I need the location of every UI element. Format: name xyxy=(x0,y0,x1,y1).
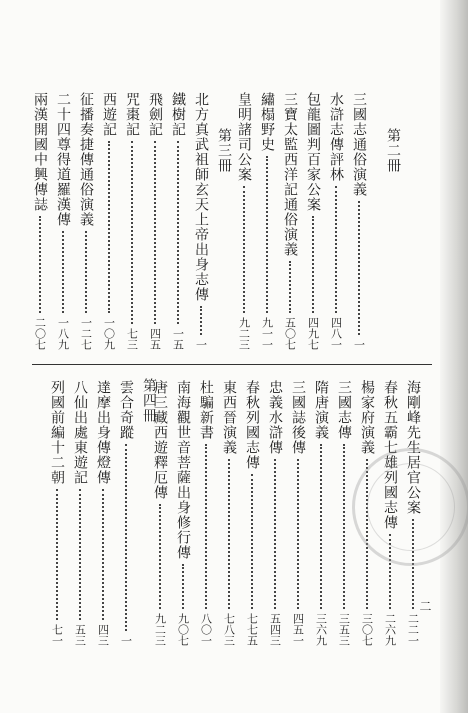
entry-title: 東西晉演義 xyxy=(221,380,237,455)
toc-entry xyxy=(197,380,214,646)
entry-page: 四八一 xyxy=(329,317,343,350)
toc-entry xyxy=(54,92,71,350)
heading-volume-2 xyxy=(384,128,401,173)
entry-title: 海剛峰先生居官公案 xyxy=(405,380,421,515)
entry-title: 水滸志傳評林 xyxy=(328,92,344,182)
entry-title: 春秋五霸七雄列國志傳 xyxy=(382,380,398,530)
toc-entry xyxy=(235,92,252,350)
leader-dots xyxy=(205,444,207,609)
entry-title: 兩漢開國中興傳誌 xyxy=(32,92,48,212)
entry-page: 二〇七 xyxy=(33,317,47,350)
toc-entry xyxy=(281,92,298,350)
heading-text: 第二冊 xyxy=(385,128,401,173)
entry-page: 九二三 xyxy=(153,613,167,646)
toc-entry xyxy=(266,380,283,646)
entry-page: 二六九 xyxy=(383,613,397,646)
entry-title: 咒棗記 xyxy=(124,92,140,137)
leader-dots xyxy=(182,564,184,609)
entry-page: 一二七 xyxy=(79,317,93,350)
toc-entry xyxy=(71,380,88,646)
heading-text: 第四冊 xyxy=(141,378,157,423)
leader-dots xyxy=(335,186,337,313)
toc-entry xyxy=(100,92,117,350)
entry-title: 西遊記 xyxy=(101,92,117,137)
entry-page: 九〇七 xyxy=(176,613,190,646)
leader-dots xyxy=(85,231,87,313)
toc-entry xyxy=(289,380,306,646)
entry-title: 三國志通俗演義 xyxy=(351,92,367,197)
leader-dots xyxy=(320,444,322,609)
entry-title: 杜騙新書 xyxy=(198,380,214,440)
toc-entry xyxy=(48,380,65,646)
entry-title: 皇明諸司公案 xyxy=(236,92,252,182)
library-stamp-watermark xyxy=(352,448,468,566)
entry-page: 八〇一 xyxy=(199,613,213,646)
leader-dots xyxy=(108,141,110,313)
leader-dots xyxy=(39,216,41,313)
divider-line xyxy=(32,364,432,365)
entry-title: 雲合奇蹤 xyxy=(118,380,134,440)
leader-dots xyxy=(159,504,161,609)
leader-dots xyxy=(289,261,291,313)
entry-page: 一五 xyxy=(171,328,185,350)
toc-entry xyxy=(350,92,367,350)
entry-page: 一 xyxy=(194,339,208,350)
heading-volume-3 xyxy=(215,128,232,173)
entry-title: 列國前編十二朝 xyxy=(49,380,65,485)
entry-page: 三〇七 xyxy=(360,613,374,646)
entry-page: 九一一 xyxy=(260,317,274,350)
entry-page: 三五三 xyxy=(337,613,351,646)
leader-dots xyxy=(274,459,276,609)
leader-dots xyxy=(177,141,179,324)
entry-title: 隋唐演義 xyxy=(313,380,329,440)
entry-page: 四五一 xyxy=(291,613,305,646)
toc-entry xyxy=(169,92,186,350)
stamp-inner-ring xyxy=(367,463,455,551)
heading-text: 第三冊 xyxy=(216,128,232,173)
leader-dots xyxy=(200,306,202,335)
toc-entry xyxy=(335,380,352,646)
leader-dots xyxy=(343,444,345,609)
entry-title: 飛劍記 xyxy=(147,92,163,137)
entry-page: 二二一 xyxy=(406,613,420,646)
toc-entry xyxy=(31,92,48,350)
toc-entry xyxy=(94,380,111,646)
leader-dots xyxy=(358,201,360,335)
leader-dots xyxy=(79,489,81,620)
entry-title: 鐵樹記 xyxy=(170,92,186,137)
leader-dots xyxy=(62,231,64,313)
toc-entry xyxy=(258,92,275,350)
entry-page: 七三 xyxy=(125,328,139,350)
leader-dots xyxy=(266,156,268,313)
entry-page: 一八九 xyxy=(56,317,70,350)
entry-title: 達摩出身傳燈傳 xyxy=(95,380,111,485)
entry-title: 征播奏捷傳通俗演義 xyxy=(78,92,94,227)
entry-title: 春秋列國志傳 xyxy=(244,380,260,470)
entry-title: 繡榻野史 xyxy=(259,92,275,152)
leader-dots xyxy=(243,186,245,313)
toc-entry xyxy=(117,380,134,646)
book-spine-shadow xyxy=(440,0,468,713)
entry-title: 三國志傳 xyxy=(336,380,352,440)
entry-page: 三六九 xyxy=(314,613,328,646)
toc-entry xyxy=(146,92,163,350)
entry-title: 三寶太監西洋記通俗演義 xyxy=(282,92,298,257)
toc-entry xyxy=(192,92,209,350)
entry-title: 八仙出處東遊記 xyxy=(72,380,88,485)
leader-dots xyxy=(154,141,156,324)
toc-entry xyxy=(220,380,237,646)
entry-title: 二十四尊得道羅漢傳 xyxy=(55,92,71,227)
entry-title: 包龍圖判百家公案 xyxy=(305,92,321,212)
entry-page: 一 xyxy=(352,339,366,350)
leader-dots xyxy=(297,459,299,609)
entry-page: 五三 xyxy=(73,624,87,646)
leader-dots xyxy=(56,489,58,620)
entry-page: 五〇七 xyxy=(283,317,297,350)
entry-page: 九二三 xyxy=(237,317,251,350)
entry-page: 七七五 xyxy=(245,613,259,646)
entry-page: 四九七 xyxy=(306,317,320,350)
leader-dots xyxy=(125,444,127,631)
entry-title: 忠義水滸傳 xyxy=(267,380,283,455)
toc-entry xyxy=(77,92,94,350)
toc-entry xyxy=(174,380,191,646)
entry-title: 北方真武祖師玄天上帝出身志傳 xyxy=(193,92,209,302)
toc-entry xyxy=(327,92,344,350)
entry-title: 三國誌後傳 xyxy=(290,380,306,455)
leader-dots xyxy=(251,474,253,609)
leader-dots xyxy=(312,216,314,313)
entry-page: 四三 xyxy=(96,624,110,646)
toc-entry xyxy=(151,380,168,646)
toc-entry xyxy=(243,380,260,646)
entry-page: 一〇九 xyxy=(102,317,116,350)
entry-page: 五四三 xyxy=(268,613,282,646)
page-number: 二 xyxy=(418,600,432,612)
leader-dots xyxy=(102,489,104,620)
entry-page: 七八三 xyxy=(222,613,236,646)
entry-page: 四五 xyxy=(148,328,162,350)
leader-dots xyxy=(228,459,230,609)
entry-page: 七一 xyxy=(50,624,64,646)
toc-entry xyxy=(123,92,140,350)
entry-title: 唐三藏西遊釋厄傳 xyxy=(152,380,168,500)
toc-entry xyxy=(304,92,321,350)
leader-dots xyxy=(131,141,133,324)
toc-entry xyxy=(312,380,329,646)
entry-page: 一 xyxy=(119,635,133,646)
entry-title: 楊家府演義 xyxy=(359,380,375,455)
entry-title: 南海觀世音菩薩出身修行傳 xyxy=(175,380,191,560)
